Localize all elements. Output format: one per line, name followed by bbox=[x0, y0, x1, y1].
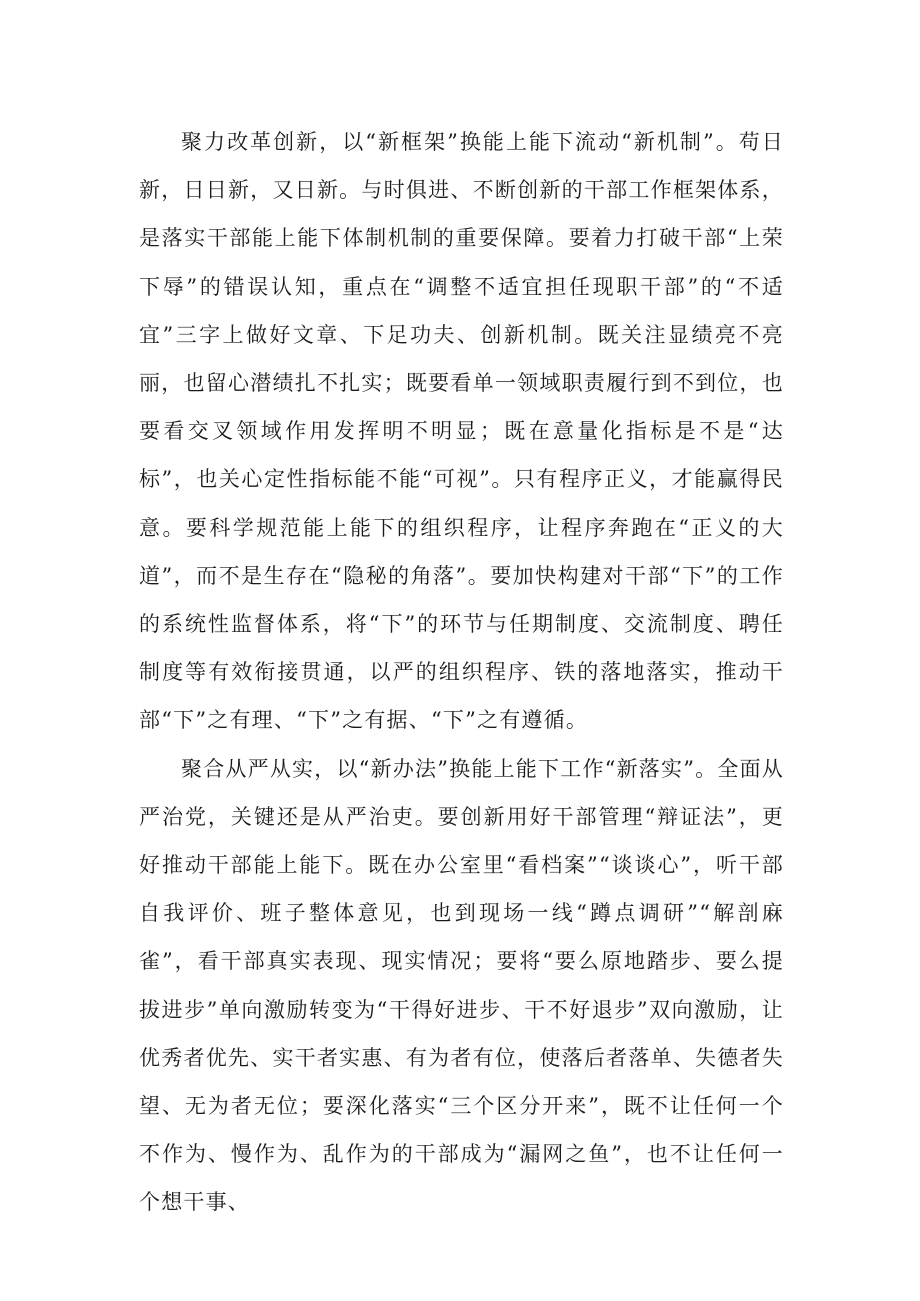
document-body bbox=[139, 118, 784, 1227]
paragraph-reform-innovation: 聚力改革创新，以“新框架”换能上能下流动“新机制”。苟日新，日日新，又日新。与时俱进、不断创新的干部工作框架体系，是落实干部能上能下体制机制的重要保障。要着力打破干部“上荣下辱”的错误认知，重点在“调整不适宜担任现职干部”的“不适宜”三字上做好文章、下足功夫、创新机制。既关注显绩亮不亮丽，也留心潜绩扎不扎实；既要看单一领域职责履行到不到位，也要看交叉领域作用发挥明不明显；既在意量化指标是不是“达标”，也关心定性指标能不能“可视”。只有程序正义，才能赢得民意。要科学规范能上能下的组织程序，让程序奔跑在“正义的大道”，而不是生存在“隐秘的角落”。要加快构建对干部“下”的工作的系统性监督体系，将“下”的环节与任期制度、交流制度、聘任制度等有效衔接贯通，以严的组织程序、铁的落地落实，推动干部“下”之有理、“下”之有据、“下”之有遵循。 bbox=[139, 130, 784, 733]
paragraph-strict-practical: 聚合从严从实，以“新办法”换能上能下工作“新落实”。全面从严治党，关键还是从严治吏。要创新用好干部管理“辩证法”，更好推动干部能上能下。既在办公室里“看档案”“谈谈心”，听干部自我评价、班子整体意见，也到现场一线“蹲点调研”“解剖麻雀”，看干部真实表现、现实情况；要将“要么原地踏步、要么提拔进步”单向激励转变为“干得好进步、干不好退步”双向激励，让优秀者优先、实干者实惠、有为者有位，使落后者落单、失德者失望、无为者无位；要深化落实“三个区分开来”，既不让任何一个不作为、慢作为、乱作为的干部成为“漏网之鱼”，也不让任何一个想干事、 bbox=[139, 756, 784, 1215]
